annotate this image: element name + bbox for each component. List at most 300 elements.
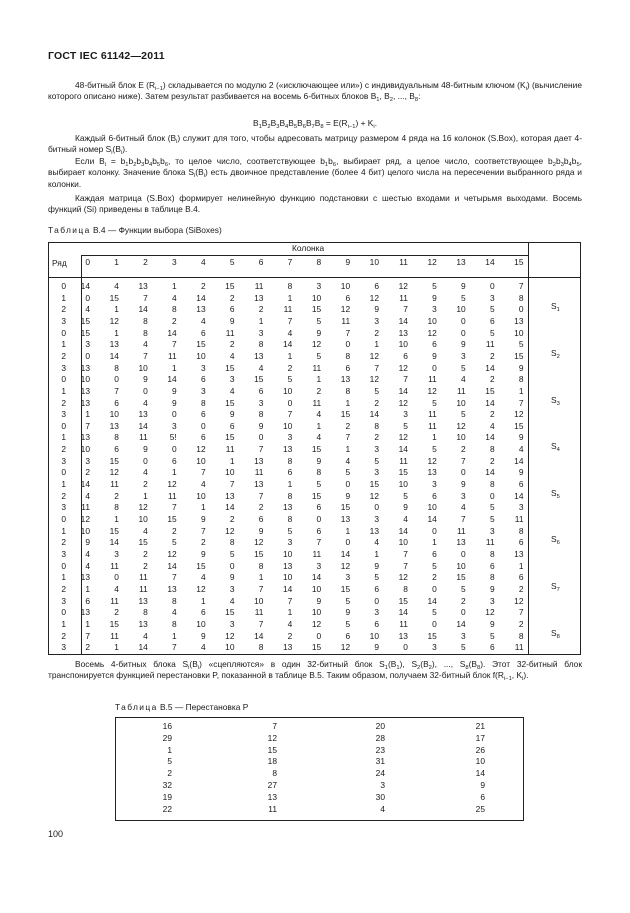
table-cell: 4	[200, 642, 206, 653]
table-cell: 6	[316, 502, 322, 513]
row-index-cell: 2	[61, 350, 66, 361]
table-cell: 3	[461, 490, 466, 501]
permutation-cell: 1	[167, 744, 172, 755]
table-cell: 13	[254, 292, 264, 303]
table-cell: 1	[432, 537, 437, 548]
sbox-label	[551, 441, 560, 454]
table-cell: 11	[312, 397, 322, 408]
table-cell: 2	[143, 548, 148, 559]
table-cell: 5	[461, 362, 466, 373]
table-cell: 12	[369, 490, 379, 501]
table-cell: 0	[432, 583, 437, 594]
table-cell: 4	[200, 315, 206, 326]
table-cell: 7	[316, 537, 322, 548]
table-cell: 2	[114, 607, 119, 618]
table-cell: 10	[254, 595, 264, 606]
table-cell: 1	[114, 327, 119, 338]
table-cell: 1	[85, 583, 90, 594]
table-cell: 15	[398, 467, 408, 478]
table-cell: 12	[485, 607, 495, 618]
table-left-border	[115, 717, 116, 821]
table-cell: 2	[200, 537, 206, 548]
table-cell: 12	[138, 502, 148, 513]
table-cell: 0	[200, 420, 206, 431]
table-cell: 8	[172, 304, 177, 315]
table-cell: 13	[138, 409, 148, 420]
table-cell: 8	[114, 502, 119, 513]
table-cell: 14	[167, 327, 177, 338]
table-cell: 11	[168, 490, 177, 501]
row-index-cell: 2	[61, 490, 66, 501]
table-cell: 10	[456, 397, 466, 408]
column-header: 6	[258, 257, 264, 267]
permutation-cell: 20	[375, 721, 385, 731]
permutation-cell: 8	[272, 768, 277, 779]
table-cell: 13	[456, 537, 466, 548]
table-cell: 7	[200, 525, 206, 536]
paragraph-expansion: 48-битный блок E $(R_{i-1})$ складывается по модулю 2 («исключающее или») с индивидуальным 48-битным ключом $(K_i)$ (вычисление которого описано ниже). Затем результат разбивается на восемь 6-битных блоков $B_1$, $B_2$, ..., $B_8$:	[48, 80, 583, 104]
table-cell: 14	[196, 292, 206, 303]
table-cell: 10	[196, 350, 206, 361]
table-cell: 12	[196, 444, 206, 455]
table-cell: 2	[229, 339, 235, 350]
table-cell: 14	[311, 572, 322, 583]
table-cell: 0	[345, 537, 351, 548]
table-cell: 13	[225, 490, 235, 501]
table-cell: 3	[374, 467, 379, 478]
table-cell: 4	[114, 281, 119, 291]
table-cell: 4	[200, 479, 206, 490]
table-cell: 4	[143, 467, 148, 478]
table-cell: 14	[485, 397, 495, 408]
table-cell: 10	[282, 548, 293, 559]
table-cell: 3	[374, 607, 379, 618]
permutation-cell: 14	[475, 768, 485, 779]
table-cell: 9	[229, 572, 235, 583]
table-cell: 0	[114, 572, 119, 583]
table-cell: 15	[225, 432, 235, 443]
table-cell: 11	[254, 467, 264, 478]
table-cell: 7	[200, 467, 206, 478]
table-b5-caption: Таблица B.5 — Перестановка P	[115, 702, 249, 712]
table-right-border	[580, 242, 581, 655]
table-cell: 5	[374, 455, 379, 466]
table-cell: 13	[80, 432, 90, 443]
table-cell: 12	[254, 537, 264, 548]
permutation-cell: 24	[375, 768, 385, 779]
table-cell: 6	[374, 281, 379, 291]
table-cell: 5	[403, 490, 408, 501]
table-cell: 0	[432, 525, 437, 536]
table-cell: 2	[200, 281, 206, 291]
table-cell: 8	[143, 327, 148, 338]
table-cell: 14	[456, 618, 466, 629]
table-cell: 11	[457, 385, 466, 396]
table-cell: 5	[432, 607, 437, 618]
table-cell: 13	[282, 560, 293, 571]
table-cell: 8	[345, 350, 351, 361]
table-cell: 12	[340, 304, 351, 315]
table-cell: 8	[518, 525, 524, 536]
table-cell: 5	[316, 315, 322, 326]
table-cell: 8	[518, 292, 524, 303]
table-cell: 6	[114, 397, 119, 408]
table-cell: 0	[461, 607, 466, 618]
table-cell: 12	[196, 583, 206, 594]
sbox-label-index: 3	[556, 400, 560, 407]
column-header: 9	[345, 257, 351, 267]
table-cell: 14	[398, 525, 408, 536]
table-cell: 14	[80, 281, 90, 291]
table-cell: 12	[456, 420, 466, 431]
table-cell: 15	[225, 397, 235, 408]
table-cell: 3	[287, 537, 293, 548]
table-cell: 5	[461, 642, 466, 653]
table-cell: 2	[518, 618, 524, 629]
row-index-cell: 0	[61, 327, 66, 338]
table-cell: 0	[287, 397, 293, 408]
table-cell: 1	[172, 467, 177, 478]
table-cell: 3	[258, 327, 264, 338]
row-index-cell: 3	[61, 502, 66, 513]
table-cell: 4	[316, 409, 322, 420]
table-cell: 8	[287, 514, 293, 524]
sbox-label-letter: S	[551, 441, 557, 452]
table-cell: 3	[374, 514, 379, 524]
table-cell: 11	[485, 537, 495, 548]
table-cell: 12	[514, 595, 524, 606]
table-cell: 2	[258, 304, 264, 315]
table-cell: 4	[403, 514, 408, 524]
table-cell: 8	[172, 595, 177, 606]
table-cell: 14	[398, 444, 408, 455]
table-cell: 12	[369, 374, 379, 385]
table-cell: 10	[456, 560, 466, 571]
table-cell: 13	[80, 397, 90, 408]
table-cell: 9	[518, 362, 524, 373]
table-cell: 4	[200, 572, 206, 583]
table-cell: 5	[461, 409, 466, 420]
table-top-border	[115, 717, 524, 718]
paragraph-sbox-function: Каждая матрица (S.Box) формирует нелинейную функцию подстановки с шестью входами и четырьмя выходами. Восемь функций (Si) приведены в таблице B.4.	[48, 193, 582, 215]
permutation-cell: 15	[267, 744, 277, 755]
table-cell: 1	[518, 385, 524, 396]
table-cell: 9	[518, 432, 524, 443]
table-cell: 15	[109, 292, 119, 303]
table-cell: 6	[432, 548, 437, 559]
table-cell: 8	[287, 455, 293, 466]
table-cell: 12	[109, 467, 119, 478]
table-cell: 9	[229, 315, 235, 326]
table-cell: 9	[345, 607, 351, 618]
permutation-cell: 6	[480, 791, 485, 802]
table-cell: 7	[258, 490, 264, 501]
row-index-cell: 1	[61, 618, 66, 629]
table-cell: 10	[196, 618, 206, 629]
table-cell: 8	[143, 315, 148, 326]
table-cell: 3	[489, 595, 495, 606]
permutation-cell: 21	[475, 721, 485, 731]
table-cell: 0	[229, 560, 235, 571]
table-cell: 13	[138, 618, 148, 629]
table-cell: 1	[345, 397, 351, 408]
table-cell: 14	[514, 490, 524, 501]
table-cell: 6	[200, 409, 206, 420]
table-cell: 0	[518, 304, 524, 315]
table-cell: 14	[254, 630, 264, 641]
table-cell: 3	[316, 281, 322, 291]
table-cell: 11	[428, 374, 437, 385]
table-cell: 10	[80, 444, 90, 455]
table-cell: 13	[282, 502, 293, 513]
table-cell: 13	[109, 339, 119, 350]
row-index-cell: 3	[61, 595, 66, 606]
table-cell: 7	[172, 572, 177, 583]
table-cell: 12	[80, 514, 90, 524]
row-index-cell: 2	[61, 304, 66, 315]
table-cell: 9	[374, 642, 379, 653]
row-index-cell: 0	[61, 560, 66, 571]
table-cell: 15	[311, 304, 322, 315]
row-index-cell: 2	[61, 444, 66, 455]
paragraph-sbox-addressing: Каждый 6-битный блок $(B_i)$ служит для того, чтобы адресовать матрицу размером 4 ряда на 16 колонок (S.Box), которая дает 4-битный номер $S_i(B_i)$.	[48, 133, 582, 157]
table-cell: 15	[427, 630, 437, 641]
table-right-border	[523, 717, 524, 821]
table-cell: 7	[345, 432, 351, 443]
table-cell: 3	[461, 350, 466, 361]
table-cell: 14	[225, 502, 235, 513]
permutation-cell: 17	[475, 732, 485, 743]
table-cell: 0	[461, 327, 466, 338]
table-cell: 0	[85, 350, 90, 361]
permutation-cell: 26	[475, 744, 485, 755]
table-cell: 0	[461, 315, 466, 326]
table-cell: 15	[196, 560, 206, 571]
table-cell: 13	[282, 444, 293, 455]
table-cell: 14	[514, 455, 524, 466]
table-cell: 1	[345, 444, 351, 455]
table-cell: 2	[432, 572, 437, 583]
table-cell: 14	[398, 607, 408, 618]
sbox-label-letter: S	[551, 348, 557, 359]
table-cell: 12	[225, 525, 235, 536]
table-cell: 0	[85, 292, 90, 303]
table-cell: 15	[109, 618, 119, 629]
table-cell: 8	[114, 362, 119, 373]
table-cell: 11	[225, 444, 235, 455]
table-cell: 9	[172, 397, 177, 408]
table-b4-caption: Таблица B.4 — Функции выбора (SiBoxes)	[48, 225, 222, 235]
sbox-table	[48, 242, 581, 655]
table-cell: 13	[340, 514, 351, 524]
table-cell: 10	[456, 304, 466, 315]
table-cell: 6	[229, 304, 235, 315]
column-header: 11	[399, 257, 408, 267]
table-cell: 15	[254, 374, 264, 385]
table-cell: 11	[514, 642, 524, 653]
table-cell: 14	[109, 537, 119, 548]
sbox-label	[551, 348, 560, 361]
table-cell: 15	[485, 385, 495, 396]
table-cell: 5	[345, 595, 351, 606]
column-header: 2	[143, 257, 148, 267]
table-cell: 15	[196, 339, 206, 350]
table-cell: 15	[225, 281, 235, 291]
table-cell: 1	[200, 595, 206, 606]
table-cell: 6	[518, 572, 524, 583]
sbox-label-letter: S	[551, 627, 557, 638]
permutation-cell: 13	[267, 791, 277, 802]
table-cell: 5	[229, 548, 235, 559]
table-cell: 0	[143, 385, 148, 396]
table-cell: 14	[167, 374, 177, 385]
column-header: 1	[114, 257, 119, 267]
table-cell: 9	[143, 374, 148, 385]
table-cell: 1	[229, 455, 235, 466]
table-cell: 9	[200, 514, 206, 524]
table-cell: 7	[114, 385, 119, 396]
table-cell: 10	[282, 572, 293, 583]
table-cell: 8	[258, 339, 264, 350]
table-cell: 9	[432, 350, 437, 361]
table-cell: 10	[138, 514, 148, 524]
table-cell: 14	[485, 467, 495, 478]
table-cell: 13	[80, 572, 90, 583]
table-cell: 3	[432, 642, 437, 653]
table-cell: 1	[200, 502, 206, 513]
table-cell: 2	[258, 502, 264, 513]
row-index-cell: 2	[61, 630, 66, 641]
table-cell: 4	[258, 362, 264, 373]
table-cell: 13	[80, 362, 90, 373]
table-column-group-divider	[81, 255, 528, 256]
table-left-border	[48, 242, 49, 655]
table-cell: 6	[345, 362, 351, 373]
sbox-label-index: 6	[556, 540, 560, 547]
table-cell: 12	[225, 630, 235, 641]
table-cell: 6	[489, 642, 495, 653]
sbox-label-index: 1	[556, 307, 560, 314]
permutation-cell: 11	[268, 803, 277, 814]
table-cell: 3	[229, 618, 235, 629]
table-cell: 11	[110, 479, 119, 490]
table-cell: 6	[345, 292, 351, 303]
table-cell: 13	[514, 315, 524, 326]
table-cell: 4	[85, 560, 90, 571]
table-cell: 1	[287, 292, 293, 303]
document-header: ГОСТ IEC 61142—2011	[48, 50, 165, 62]
permutation-cell: 2	[167, 768, 172, 779]
permutation-cell: 9	[480, 780, 485, 790]
table-cell: 2	[374, 397, 379, 408]
column-header: 8	[316, 257, 322, 267]
table-cell: 14	[427, 514, 437, 524]
table-cell: 9	[200, 548, 206, 559]
table-cell: 13	[340, 374, 351, 385]
permutation-cell: 16	[162, 721, 172, 731]
column-header: 0	[85, 257, 90, 267]
table-cell: 6	[316, 525, 322, 536]
table-cell: 10	[398, 537, 408, 548]
table-cell: 0	[489, 281, 495, 291]
table-cell: 8	[172, 618, 177, 629]
table-cell: 13	[167, 583, 177, 594]
table-cell: 9	[345, 490, 351, 501]
table-cell: 5	[172, 537, 177, 548]
table-cell: 0	[461, 548, 466, 559]
table-cell: 11	[341, 315, 351, 326]
table-cell: 6	[432, 490, 437, 501]
table-cell: 2	[287, 630, 293, 641]
table-cell: 7	[287, 315, 293, 326]
table-cell: 10	[109, 409, 119, 420]
table-cell: 10	[80, 374, 90, 385]
row-index-cell: 0	[61, 514, 66, 524]
table-cell: 14	[138, 642, 148, 653]
table-cell: 10	[514, 327, 524, 338]
row-index-cell: 2	[61, 583, 66, 594]
table-cell: 2	[489, 374, 495, 385]
table-cell: 11	[312, 362, 322, 373]
table-cell: 7	[85, 420, 90, 431]
table-cell: 0	[172, 409, 177, 420]
table-cell: 0	[345, 479, 351, 490]
sbox-label	[551, 395, 560, 405]
table-cell: 6	[200, 374, 206, 385]
permutation-cell: 3	[380, 780, 385, 790]
row-index-cell: 2	[61, 537, 66, 548]
table-header-divider	[48, 277, 581, 278]
table-cell: 7	[229, 479, 235, 490]
permutation-cell: 32	[162, 780, 172, 790]
table-cell: 11	[485, 339, 495, 350]
table-cell: 11	[110, 630, 119, 641]
permutation-cell: 12	[267, 732, 277, 743]
table-cell: 15	[311, 642, 322, 653]
table-cell: 1	[316, 420, 322, 431]
table-cell: 14	[369, 409, 379, 420]
sbox-label-letter: S	[551, 581, 557, 592]
table-cell: 5	[374, 572, 379, 583]
table-cell: 8	[258, 642, 264, 653]
table-cell: 7	[258, 444, 264, 455]
table-cell: 5	[489, 502, 495, 513]
table-cell: 2	[461, 595, 466, 606]
table-cell: 4	[85, 548, 90, 559]
table-cell: 11	[110, 595, 119, 606]
table-cell: 3	[489, 525, 495, 536]
row-index-cell: 3	[61, 362, 66, 373]
table-cell: 10	[340, 281, 351, 291]
sbox-label	[551, 534, 560, 547]
table-cell: 8	[258, 409, 264, 420]
table-cell: 13	[398, 327, 408, 338]
table-cell: 2	[518, 583, 524, 594]
table-cell: 2	[229, 514, 235, 524]
row-index-cell: 0	[61, 607, 66, 618]
table-cell: 12	[427, 385, 437, 396]
table-cell: 5	[489, 304, 495, 315]
table-cell: 7	[403, 548, 408, 559]
table-cell: 13	[196, 304, 206, 315]
permutation-cell: 30	[375, 791, 385, 802]
table-cell: 5	[432, 397, 437, 408]
row-index-cell: 3	[61, 642, 66, 653]
table-cell: 5	[432, 444, 437, 455]
table-cell: 8	[258, 560, 264, 571]
table-cell: 9	[489, 618, 495, 629]
row-index-cell: 1	[61, 385, 66, 396]
